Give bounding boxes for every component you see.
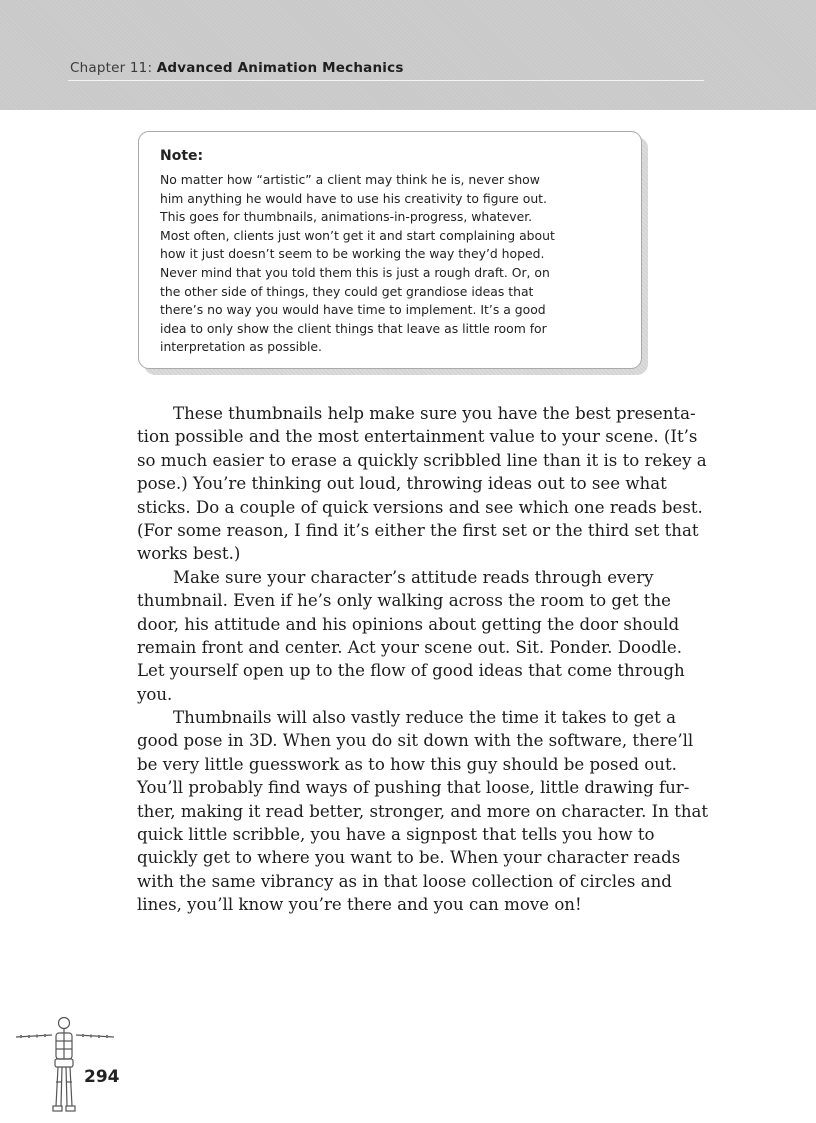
body-line: be very little guesswork as to how this guy should be posed out. bbox=[137, 754, 677, 774]
page-number: 294 bbox=[84, 1067, 120, 1087]
body-line: These thumbnails help make sure you have the best presenta- bbox=[173, 404, 696, 423]
note-line: there’s no way you would have time to implement. It’s a good bbox=[160, 302, 546, 318]
running-head bbox=[70, 60, 404, 76]
body-line: (For some reason, I find it’s either the first set or the third set that bbox=[137, 520, 699, 540]
note-label: Note: bbox=[160, 148, 204, 164]
note-line: This goes for thumbnails, animations-in-progress, whatever. bbox=[160, 209, 533, 225]
body-line: good pose in 3D. When you do sit down with the software, there’ll bbox=[137, 731, 694, 751]
t-pose-character-icon bbox=[12, 1014, 116, 1114]
body-line: Make sure your character’s attitude reads through every bbox=[173, 567, 654, 587]
chapter-prefix: Chapter 11: bbox=[70, 60, 157, 76]
note-text bbox=[160, 171, 555, 357]
header-rule bbox=[68, 80, 704, 81]
note-line: how it just doesn’t seem to be working the way they’d hoped. bbox=[160, 246, 545, 262]
body-line: tion possible and the most entertainment value to your scene. (It’s bbox=[137, 427, 698, 447]
note-line: him anything he would have to use his creativity to figure out. bbox=[160, 190, 547, 206]
body-line: thumbnail. Even if he’s only walking across the room to get the bbox=[137, 591, 671, 611]
note-line: No matter how “artistic” a client may think he is, never show bbox=[160, 172, 540, 187]
body-line: lines, you’ll know you’re there and you can move on! bbox=[137, 895, 582, 915]
body-line: Thumbnails will also vastly reduce the time it takes to get a bbox=[173, 708, 676, 728]
body-line: quick little scribble, you have a signpost that tells you how to bbox=[137, 825, 655, 845]
note-line: Never mind that you told them this is just a rough draft. Or, on bbox=[160, 264, 550, 280]
body-line: so much easier to erase a quickly scribbled line than it is to rekey a bbox=[137, 450, 707, 470]
body-line: you. bbox=[137, 684, 173, 704]
body-line: works best.) bbox=[137, 544, 241, 564]
note-line: the other side of things, they could get grandiose ideas that bbox=[160, 283, 534, 299]
body-line: sticks. Do a couple of quick versions and see which one reads best. bbox=[137, 497, 703, 517]
body-line: with the same vibrancy as in that loose collection of circles and bbox=[137, 871, 672, 891]
body-line: quickly get to where you want to be. When your character reads bbox=[137, 848, 681, 868]
note-line: idea to only show the client things that leave as little room for bbox=[160, 320, 547, 336]
body-line: Let yourself open up to the flow of good ideas that come through bbox=[137, 661, 685, 681]
body-text bbox=[137, 402, 708, 917]
body-line: You’ll probably find ways of pushing that loose, little drawing fur- bbox=[137, 778, 690, 798]
body-line: remain front and center. Act your scene out. Sit. Ponder. Doodle. bbox=[137, 637, 683, 657]
body-line: door, his attitude and his opinions about getting the door should bbox=[137, 614, 680, 634]
header-band bbox=[0, 0, 816, 110]
note-line: interpretation as possible. bbox=[160, 339, 322, 355]
chapter-title: Advanced Animation Mechanics bbox=[156, 60, 404, 76]
note-line: Most often, clients just won’t get it and start complaining about bbox=[160, 227, 555, 243]
body-line: ther, making it read better, stronger, and more on character. In that bbox=[137, 801, 709, 821]
body-line: pose.) You’re thinking out loud, throwing ideas out to see what bbox=[137, 474, 667, 494]
